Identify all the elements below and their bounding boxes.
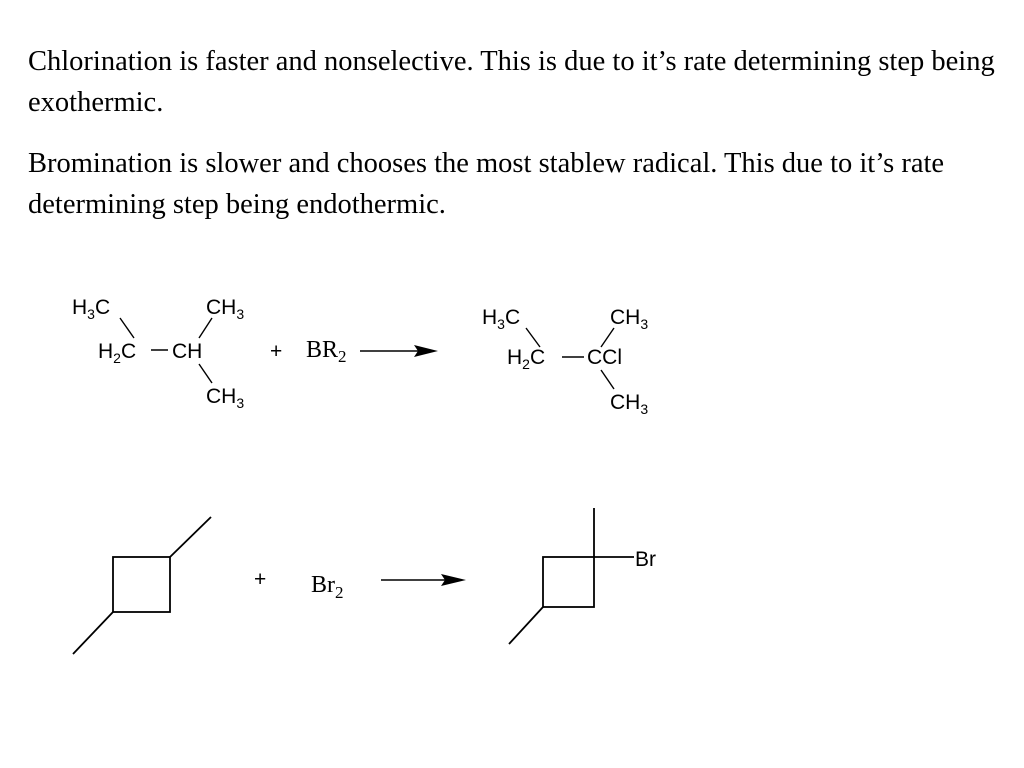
reactant-2-methylbutane — [72, 296, 244, 411]
ch-label: CH — [172, 340, 203, 363]
bond — [120, 318, 134, 338]
reagent-br2-2: $Br_2$ — [311, 572, 344, 602]
ch3-bottom-label: $CH_3$ — [206, 385, 245, 411]
reagent-br2-1: $BR_2$ — [306, 337, 347, 366]
ccl-label: CCl — [587, 346, 622, 369]
bond — [601, 328, 614, 347]
paragraph-bromination: Bromination is slower and chooses the most stablew radical. This due to it’s rate determining step being endothermic. — [28, 148, 945, 220]
product-bromo-dimethylcyclobutane — [509, 508, 656, 644]
h2c-label: $H_2C$ — [507, 346, 546, 372]
h2c-label: $H_2C$ — [98, 340, 137, 366]
br-label: Br — [635, 548, 656, 571]
ch3-top-label: $CH_3$ — [610, 306, 649, 332]
product-chloro-2-methylbutane — [482, 306, 648, 417]
bond — [601, 370, 614, 389]
ch3-bottom-label: $CH_3$ — [610, 391, 649, 417]
cyclobutane-ring — [113, 557, 170, 612]
bond — [199, 364, 212, 383]
ch3-top-label: $CH_3$ — [206, 296, 245, 322]
cyclobutane-ring — [543, 557, 594, 607]
reactant-dimethylcyclobutane — [73, 517, 211, 654]
paragraph-chlorination: Chlorination is faster and nonselective. This is due to it’s rate determining step being exothermic. — [28, 46, 995, 118]
reaction-arrow-1 — [360, 345, 438, 357]
methyl-bond — [73, 612, 113, 654]
plus-sign-1: + — [270, 340, 283, 363]
h3c-label: $H_3C$ — [482, 306, 521, 332]
methyl-bond — [509, 607, 543, 644]
reaction-arrow-2 — [381, 574, 466, 586]
h3c-label: $H_3C$ — [72, 296, 111, 322]
plus-sign-2: + — [254, 568, 267, 591]
bond — [526, 328, 540, 347]
bond — [199, 318, 212, 338]
methyl-bond — [170, 517, 211, 557]
